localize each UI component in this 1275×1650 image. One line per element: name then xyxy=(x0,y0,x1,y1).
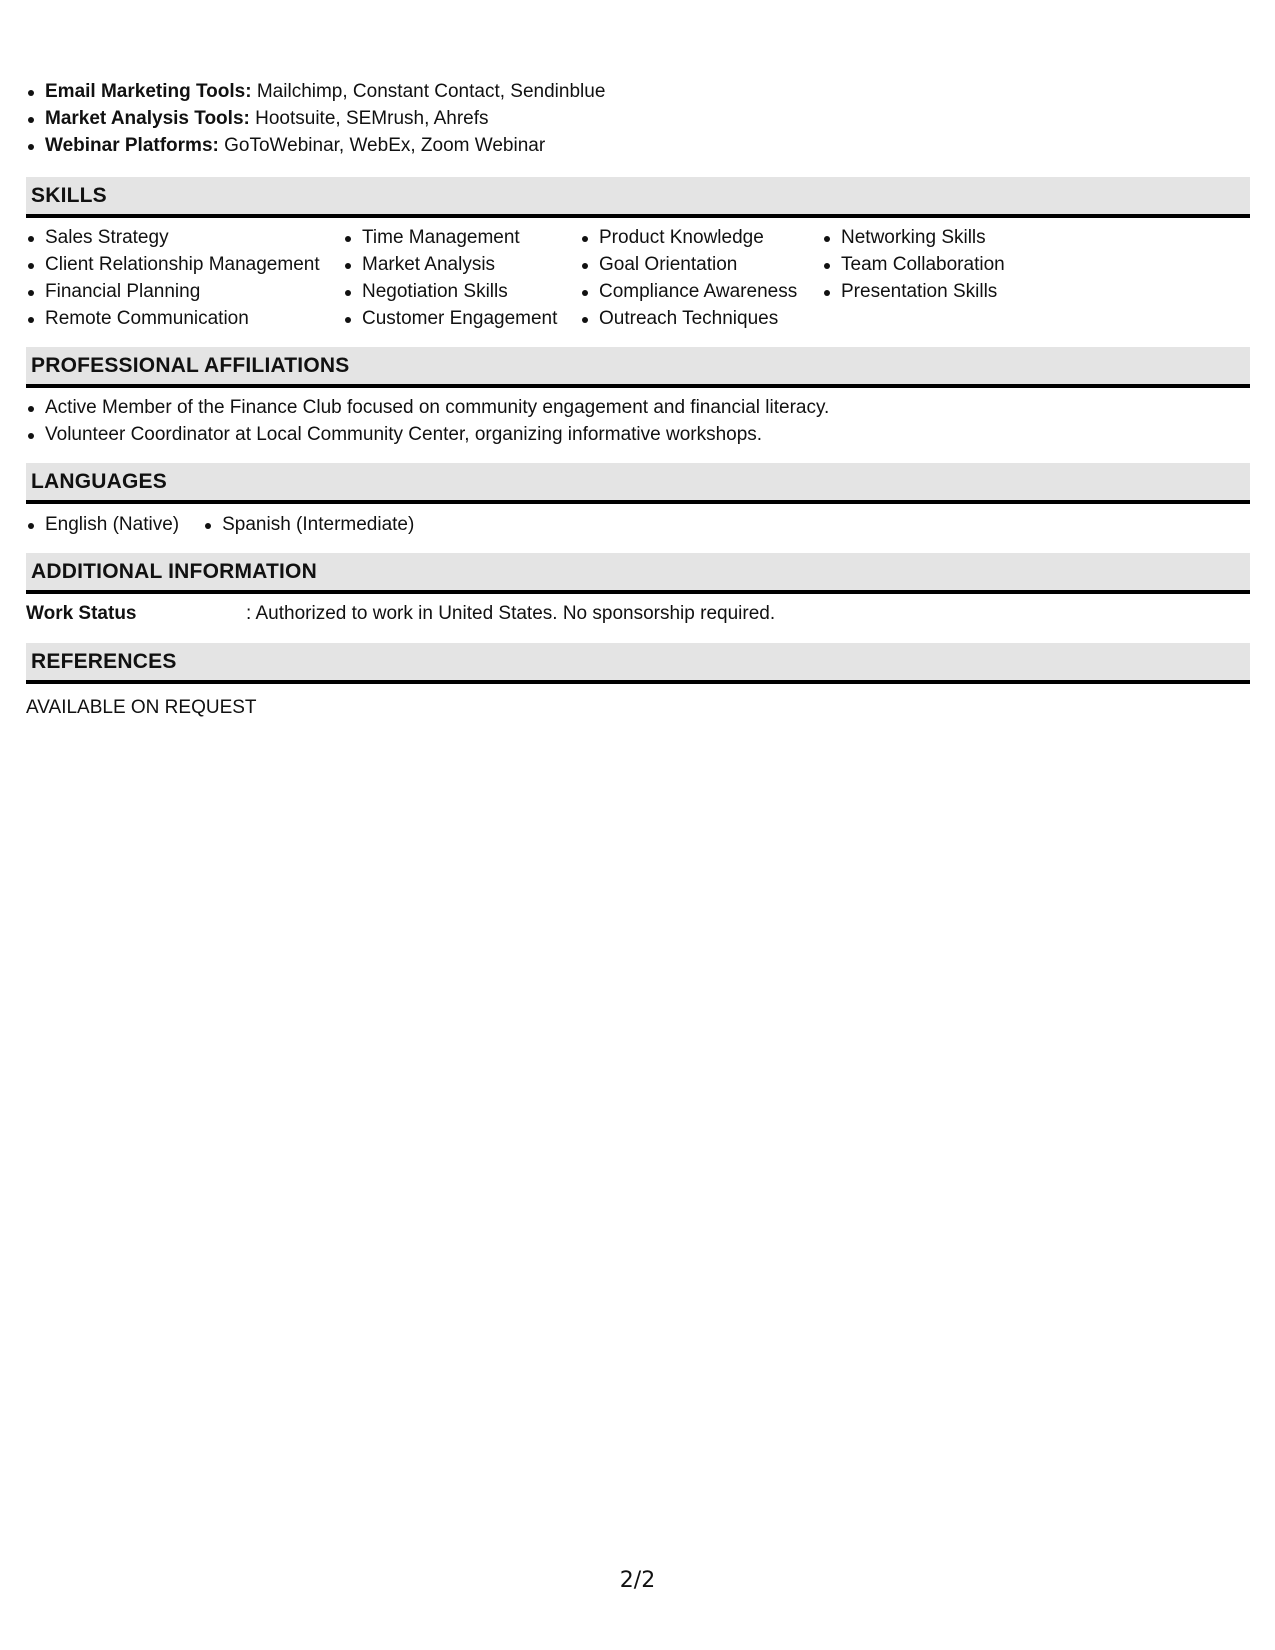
tool-category-label: Webinar Platforms: xyxy=(45,135,219,156)
skills-column xyxy=(822,224,1082,332)
skill-item: Compliance Awareness xyxy=(580,278,822,305)
tools-list xyxy=(26,78,1250,159)
skill-item: Networking Skills xyxy=(822,224,1082,251)
additional-info-heading: ADDITIONAL INFORMATION xyxy=(26,553,1250,594)
work-status-value: : Authorized to work in United States. No sponsorship required. xyxy=(246,603,776,624)
skill-item: Goal Orientation xyxy=(580,251,822,278)
list-item xyxy=(26,105,1250,132)
skills-column xyxy=(26,224,343,332)
skill-item: Sales Strategy xyxy=(26,224,343,251)
languages-heading: LANGUAGES xyxy=(26,463,1250,504)
references-heading: REFERENCES xyxy=(26,643,1250,684)
skills-column xyxy=(343,224,580,332)
skill-item: Time Management xyxy=(343,224,580,251)
resume-page xyxy=(26,78,1250,721)
work-status-label: Work Status xyxy=(26,603,137,624)
skill-item: Remote Communication xyxy=(26,305,343,332)
list-item xyxy=(26,132,1250,159)
skill-item: Financial Planning xyxy=(26,278,343,305)
language-item: English (Native) xyxy=(26,511,179,538)
skill-item: Negotiation Skills xyxy=(343,278,580,305)
skill-item: Customer Engagement xyxy=(343,305,580,332)
skills-column xyxy=(580,224,822,332)
skill-item: Product Knowledge xyxy=(580,224,822,251)
page-number: 2/2 xyxy=(619,1568,656,1593)
affiliation-item: Active Member of the Finance Club focused on community engagement and financial literacy. xyxy=(26,394,1250,421)
work-status-row xyxy=(26,600,1250,627)
languages-list xyxy=(26,511,1250,538)
tool-category-value: Mailchimp, Constant Contact, Sendinblue xyxy=(256,81,606,102)
tool-category-value: Hootsuite, SEMrush, Ahrefs xyxy=(255,108,489,129)
skill-item: Market Analysis xyxy=(343,251,580,278)
affiliation-item: Volunteer Coordinator at Local Community Center, organizing informative workshops. xyxy=(26,421,1250,448)
tool-category-label: Market Analysis Tools: xyxy=(45,108,250,129)
skill-item: Team Collaboration xyxy=(822,251,1082,278)
references-text: AVAILABLE ON REQUEST xyxy=(26,697,257,718)
skills-grid xyxy=(26,224,1250,332)
skills-heading: SKILLS xyxy=(26,177,1250,218)
tool-category-label: Email Marketing Tools: xyxy=(45,81,252,102)
tool-category-value: GoToWebinar, WebEx, Zoom Webinar xyxy=(224,135,546,156)
language-item: Spanish (Intermediate) xyxy=(203,511,414,538)
list-item xyxy=(26,78,1250,105)
skill-item: Outreach Techniques xyxy=(580,305,822,332)
affiliations-list xyxy=(26,394,1250,448)
affiliations-heading: PROFESSIONAL AFFILIATIONS xyxy=(26,347,1250,388)
skill-item: Client Relationship Management xyxy=(26,251,343,278)
skill-item: Presentation Skills xyxy=(822,278,1082,305)
